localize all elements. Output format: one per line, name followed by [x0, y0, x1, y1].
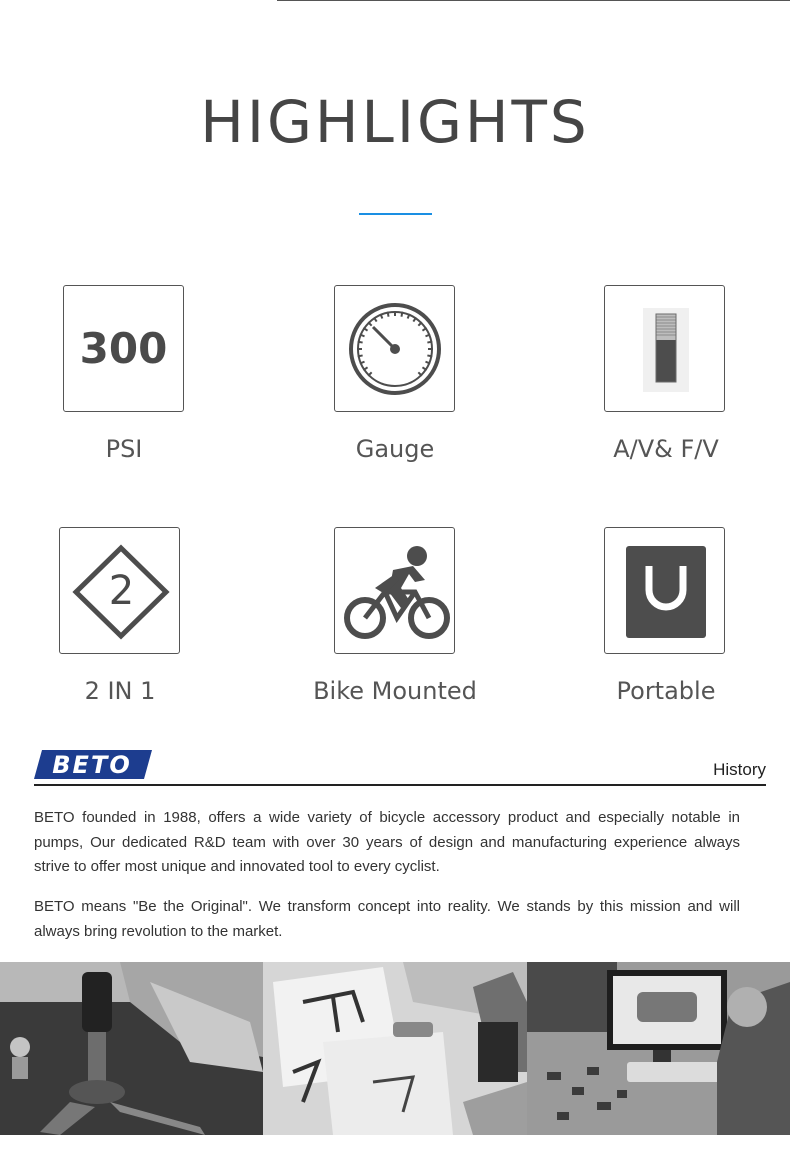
title-accent-line	[359, 213, 432, 215]
psi-300-icon	[63, 285, 184, 412]
feature-label: A/V& F/V	[613, 435, 719, 463]
gauge-tick	[427, 355, 432, 356]
gauge-tick	[358, 355, 363, 356]
gauge-box	[334, 285, 455, 412]
top-divider	[277, 0, 790, 1]
mission-paragraph: BETO means "Be the Original". We transform concept into reality. We stands by this mission and will always bring revolution to the market.	[34, 898, 740, 940]
page-title: HIGHLIGHTS	[200, 88, 590, 156]
svg-text:BETO: BETO	[52, 751, 132, 779]
valve-box	[604, 285, 725, 412]
gauge-tick	[388, 312, 389, 317]
feature-label: PSI	[105, 435, 143, 463]
sketching-photo	[263, 962, 527, 1135]
feature-label: Bike Mounted	[313, 677, 477, 705]
brand-divider	[34, 784, 766, 786]
cad-design-photo	[527, 962, 790, 1135]
gauge-tick	[368, 372, 372, 376]
two-in-one-box	[59, 527, 180, 654]
photo-collage	[0, 962, 790, 1135]
portable-u-icon	[605, 528, 726, 655]
history-paragraph: BETO founded in 1988, offers a wide variety of bicycle accessory product and especially notable in pumps, Our dedicated R&D team with over 30 years of design and manufacturing experience always strive to offer most unique and innovated tool to every cyclist.	[34, 809, 740, 875]
portable-box	[604, 527, 725, 654]
gauge-tick	[427, 342, 432, 343]
gauge-tick	[368, 322, 372, 326]
gauge-tick	[418, 322, 422, 326]
workshop-photo	[0, 962, 263, 1135]
psi-value: 300	[79, 324, 168, 373]
gauge-tick	[401, 312, 402, 317]
section-title-history: History	[713, 760, 766, 779]
feature-label: Gauge	[355, 435, 435, 463]
bike-box	[334, 527, 455, 654]
cyclist-icon	[335, 528, 456, 655]
valve-head-icon	[605, 286, 726, 413]
feature-label: Portable	[616, 677, 716, 705]
gauge-icon	[335, 286, 456, 413]
two-in-one-number: 2	[108, 567, 135, 614]
gauge-tick	[358, 342, 363, 343]
beto-logo	[34, 748, 152, 781]
feature-label: 2 IN 1	[84, 677, 156, 705]
gauge-tick	[418, 372, 422, 376]
brand-header	[34, 748, 766, 786]
